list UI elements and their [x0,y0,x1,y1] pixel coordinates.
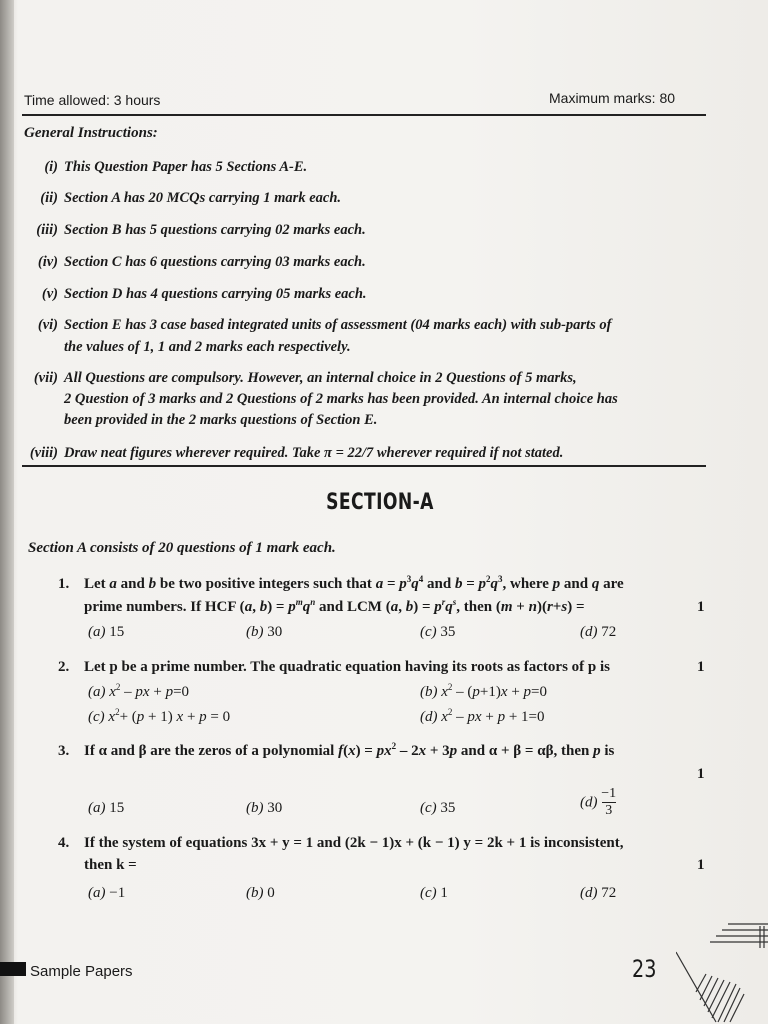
instruction-5: (v) Section D has 4 questions carrying 05 marks each. [41,286,367,302]
q4-option-b: (b) 0 [246,885,275,901]
instruction-7: (vii) All Questions are compulsory. However, an internal choice in 2 Questions of 5 marks, [33,370,577,386]
instruction-1: (i) This Question Paper has 5 Sections A-E. [44,159,308,175]
instruction-7-cont2: been provided in the 2 marks questions of Section E. [64,412,378,428]
q3-option-a: (a) 15 [88,800,125,816]
question-4-text: If the system of equations 3x + y = 1 and (2k − 1)x + (k − 1) y = 2k + 1 is inconsistent, [84,835,624,851]
q2-option-c: (c) $x^2+ (p + 1) x + p = 0$ [88,707,231,725]
q2-option-b: (b) $x^2 - (p+1)x + p=0$ [420,682,547,700]
decorative-lines-icon [676,918,768,1024]
question-3-text: If α and β are the zeros of a polynomial $f(x) = px^2 - 2x + 3p$ and α + β = αβ, then p is [84,741,615,759]
header-rule [22,114,706,116]
q3-option-d: (d) $\frac{-1}{3}$ [580,786,617,818]
q2-option-a: (a) $x^2$ – px + p=0 [88,682,190,700]
instruction-8: (viii) Draw neat figures wherever required. Take π = 22/7 wherever required if not stated. [29,445,564,461]
instruction-6-cont: the values of 1, 1 and 2 marks each respectively. [64,339,351,355]
section-title: SECTION-A [326,490,434,515]
question-1-text: Let a and b be two positive integers such that $a = p^3q^4$ and $b = p^2q^3$, where p and q are [84,574,624,592]
instruction-3: (iii) Section B has 5 questions carrying 02 marks each. [36,222,366,238]
question-2-text: Let p be a prime number. The quadratic equation having its roots as factors of p is [84,659,611,675]
q4-option-d: (d) 72 [580,885,617,901]
q4-option-c: (c) 1 [420,885,448,901]
instruction-2: (ii) Section A has 20 MCQs carrying 1 mark each. [40,190,342,206]
question-1-mark: 1 [697,599,705,615]
question-2-number: 2. [58,659,70,675]
instructions-rule [22,465,706,467]
footer-label: Sample Papers [30,963,133,980]
question-1-text-cont: prime numbers. If HCF (a, $b) = p^mq^n$ and LCM (a, $b) = p^rq^s$, then (m + n)(r+s) = [84,597,585,615]
instructions-heading: General Instructions: [24,125,158,141]
instruction-4: (iv) Section C has 6 questions carrying 03 marks each. [37,254,366,270]
page-number: 23 [632,955,657,983]
question-3-mark: 1 [697,766,705,782]
q1-option-d: (d) 72 [580,624,617,640]
q1-option-c: (c) 35 [420,624,456,640]
question-2-mark: 1 [697,659,705,675]
q1-option-b: (b) 30 [246,624,283,640]
binding-shadow [0,0,14,1024]
time-allowed: Time allowed: 3 hours [24,92,161,108]
instruction-6: (vi) Section E has 3 case based integrated units of assessment (04 marks each) with sub-parts of [37,317,612,333]
footer-tab [0,962,26,976]
question-1-number: 1. [58,576,70,592]
section-subtitle: Section A consists of 20 questions of 1 mark each. [28,540,336,556]
maximum-marks: Maximum marks: 80 [549,90,676,106]
q3-option-d-fraction: $\frac{-1}{3}$ [601,786,617,818]
question-4-mark: 1 [697,857,705,873]
q3-option-b: (b) 30 [246,800,283,816]
question-3-number: 3. [58,743,70,759]
q2-option-d: (d) $x^2$ – px + p + 1=0 [420,707,545,725]
question-4-number: 4. [58,835,70,851]
question-4-text-cont: then k = [84,857,137,873]
instruction-7-cont: 2 Question of 3 marks and 2 Questions of 2 marks has been provided. An internal choice has [64,391,618,407]
q3-option-c: (c) 35 [420,800,456,816]
q4-option-a: (a) −1 [88,885,126,901]
q1-option-a: (a) 15 [88,624,125,640]
